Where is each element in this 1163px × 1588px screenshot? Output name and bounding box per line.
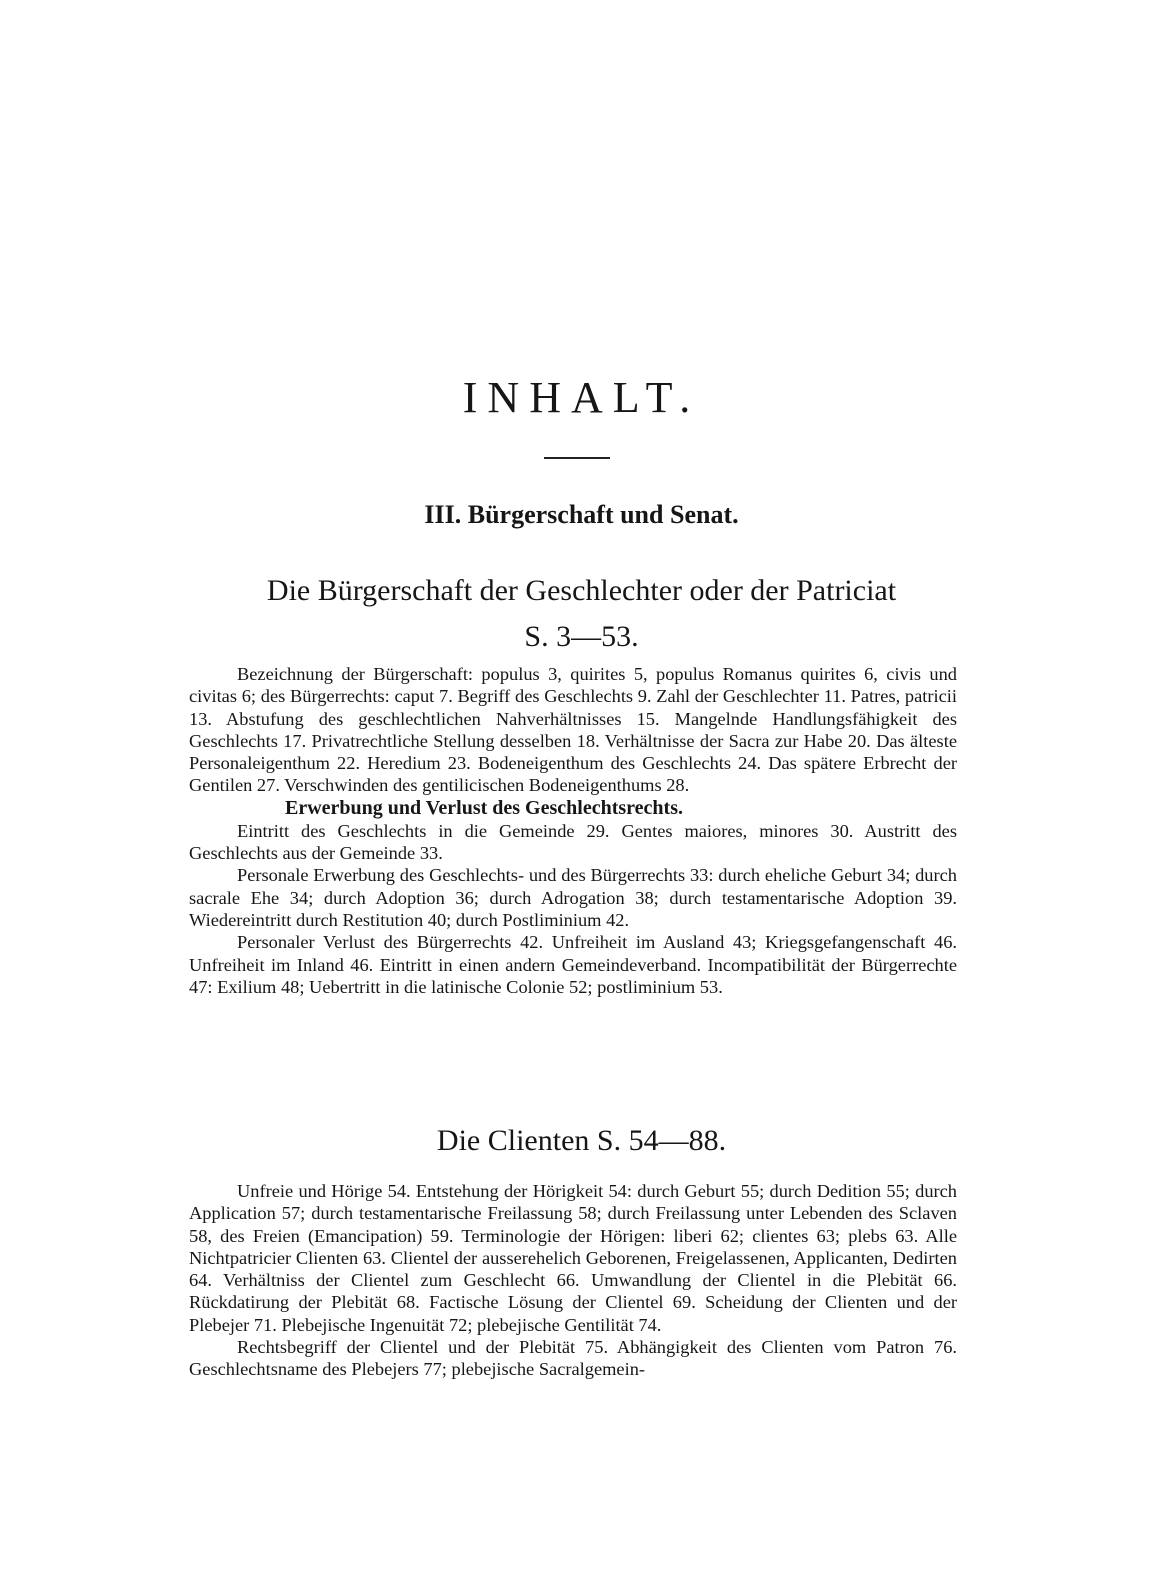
section1-paragraph: Personaler Verlust des Bürgerrechts 42. Unfreiheit im Ausland 43; Kriegsgefangenschaft 46. Unfreiheit im Inland 46. Eintritt in einen andern Gemeindeverband. Incompatibilität der Bürgerrechte 47: Exilium 48; Uebertritt in die latinische Colonie 52; postliminium 53. — [189, 932, 957, 997]
part-heading: III. Bürgerschaft und Senat. — [424, 500, 739, 529]
title-rule — [544, 457, 610, 459]
section1-paragraph: Personale Erwerbung des Geschlechts- und des Bürgerrechts 33: durch eheliche Geburt 34; durch sacrale Ehe 34; durch Adoption 36; durch Adrogation 38; durch testamentarische Adoption 39. Wiedereintritt durch Restitution 40; durch Postliminium 42. — [189, 865, 957, 930]
section2-body — [189, 1180, 957, 1381]
section2-paragraph: Unfreie und Hörige 54. Entstehung der Hörigkeit 54: durch Geburt 55; durch Dedition 55; durch Application 57; durch testamentarische Freilassung 58; durch Freilassung unter Lebenden des Sclaven 58, des Freien (Emancipation) 59. Terminologie der Hörigen: liberi 62; clientes 63; plebs 63. Alle Nichtpatricier Clienten 63. Clientel der ausserehelich Geborenen, Freigelassenen, Applicanten, Dedirten 64. Verhältniss der Clientel zum Geschlecht 66. Umwandlung der Clientel in die Plebität 66. Rückdatirung der Plebität 68. Factische Lösung der Clientel 69. Scheidung der Clienten und der Plebejer 71. Plebejische Ingenuität 72; plebejische Gentilität 74. — [189, 1181, 957, 1335]
section1-title-line1: Die Bürgerschaft der Geschlechter oder der Patriciat — [266, 574, 897, 607]
section1-title — [0, 568, 1163, 660]
section1-body — [189, 663, 957, 998]
page-title: INHALT. — [462, 373, 701, 422]
section1-paragraph: Eintritt des Geschlechts in die Gemeinde 29. Gentes maiores, minores 30. Austritt des Geschlechts aus der Gemeinde 33. — [189, 820, 957, 864]
section1-subheading: Erwerbung und Verlust des Geschlechtsrechts. — [285, 796, 683, 819]
section2-title: Die Clienten S. 54—88. — [436, 1124, 727, 1157]
section1-paragraph: Bezeichnung der Bürgerschaft: populus 3, quirites 5, populus Romanus quirites 6, civis und civitas 6; des Bürgerrechts: caput 7. Begriff des Geschlechts 9. Zahl der Geschlechter 11. Patres, patricii 13. Abstufung des geschlechtlichen Nahverhältnisses 15. Mangelnde Handlungsfähigkeit des Geschlechts 17. Privatrechtliche Stellung desselben 18. Verhältnisse der Sacra zur Habe 20. Das älteste Personaleigenthum 22. Heredium 23. Bodeneigenthum des Geschlechts 24. Das spätere Erbrecht der Gentilen 27. Verschwinden des gentilicischen Bodeneigenthums 28. — [189, 664, 957, 796]
section1-title-line2: S. 3—53. — [524, 620, 639, 653]
section2-paragraph: Rechtsbegriff der Clientel und der Plebität 75. Abhängigkeit des Clienten vom Patron 76. Geschlechtsname des Plebejers 77; plebejische Sacralgemein- — [189, 1337, 957, 1380]
